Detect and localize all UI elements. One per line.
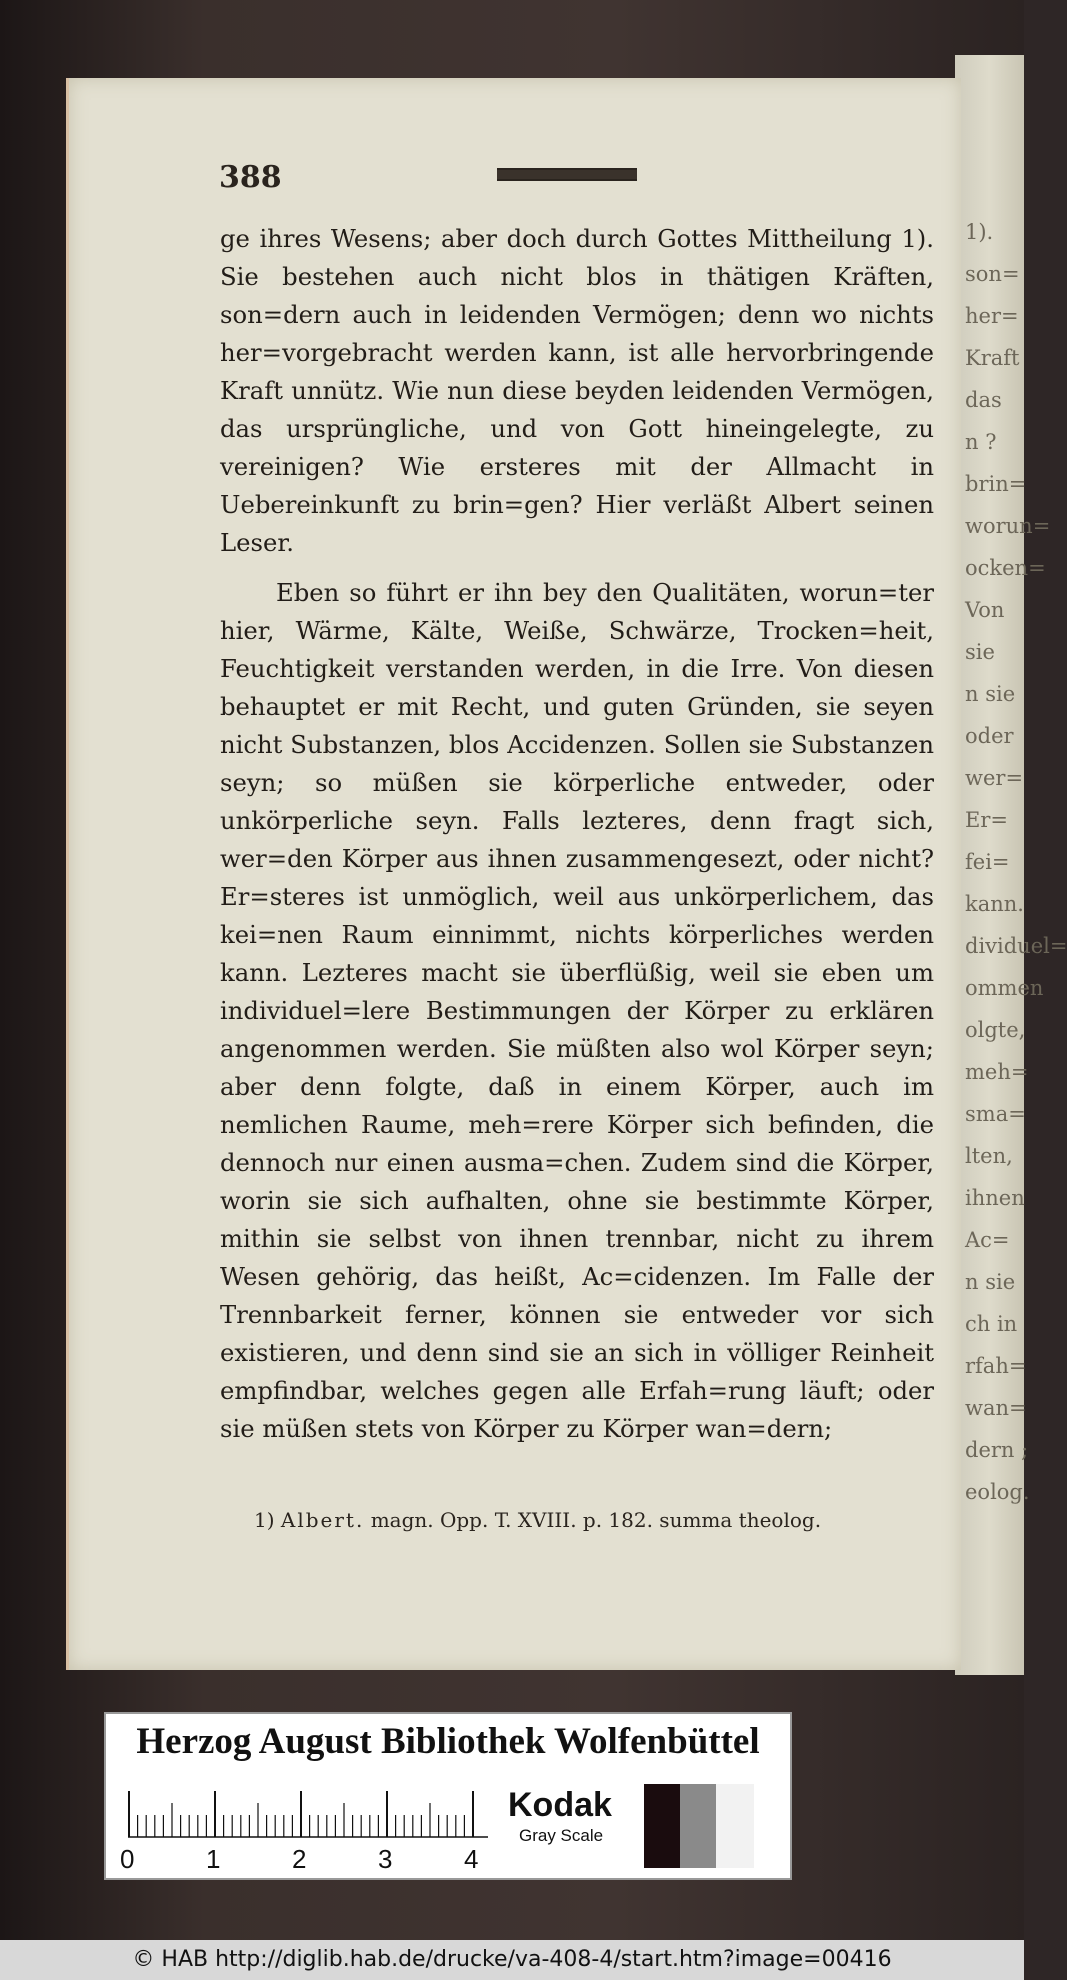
footnote-text: magn. Opp. T. XVIII. p. 182. summa theolog. bbox=[370, 1508, 822, 1532]
facing-page-fragment: 1). bbox=[965, 220, 994, 244]
ruler-number: 4 bbox=[464, 1844, 479, 1874]
facing-page-fragment: dividuel= bbox=[965, 934, 1067, 958]
facing-page-fragment: Kraft bbox=[965, 346, 1020, 370]
facing-page-fragment: her= bbox=[965, 304, 1019, 328]
paragraph: ge ihres Wesens; aber doch durch Gottes Mittheilung 1). Sie bestehen auch nicht blos in thätigen Kräften, son=dern auch in leidenden Vermögen; denn wo nichts her=vorgebracht werden kann, ist alle hervorbringende Kraft unnütz. Wie nun diese beyden leidenden Vermögen, das ursprüngliche, und von Gott hineingelegte, zu vereinigen? Wie ersteres mit der Allmacht in Uebereinkunft zu brin=gen? Hier verläßt Albert seinen Leser. bbox=[220, 224, 934, 557]
library-name: Herzog August Bibliothek Wolfenbüttel bbox=[136, 1721, 760, 1762]
facing-page-fragment: fei= bbox=[965, 850, 1010, 874]
gray-patch bbox=[680, 1784, 716, 1868]
footnote-marker: 1) bbox=[254, 1508, 275, 1532]
facing-page-fragment: son= bbox=[965, 262, 1020, 286]
facing-page-fragment: n ? bbox=[965, 430, 997, 454]
facing-page-fragment: worun= bbox=[965, 514, 1051, 538]
footnote-author: Albert. bbox=[280, 1508, 365, 1532]
facing-page-fragment: brin= bbox=[965, 472, 1027, 496]
facing-page-fragment: kann. bbox=[965, 892, 1024, 916]
book-page bbox=[66, 78, 961, 1670]
ruler-scale bbox=[128, 1789, 488, 1839]
facing-page-fragment: eolog. bbox=[965, 1480, 1030, 1504]
facing-page-fragment: wan= bbox=[965, 1396, 1027, 1420]
facing-page-fragment: n sie bbox=[965, 1270, 1016, 1294]
gray-scale-label: Gray Scale bbox=[519, 1826, 604, 1845]
facing-page-fragment: lten, bbox=[965, 1144, 1013, 1168]
facing-page-fragment: ch in bbox=[965, 1312, 1018, 1336]
ruler-number: 3 bbox=[378, 1844, 393, 1874]
facing-page-fragment: olgte, bbox=[965, 1018, 1026, 1042]
facing-page-fragment: wer= bbox=[965, 766, 1024, 790]
facing-page-fragment: ocken= bbox=[965, 556, 1046, 580]
facing-page-fragment: ihnen bbox=[965, 1186, 1025, 1210]
facing-page-fragment: ommen bbox=[965, 976, 1044, 1000]
gray-patch bbox=[644, 1784, 680, 1868]
facing-page-fragment: Von bbox=[965, 598, 1005, 622]
color-calibration-bar bbox=[104, 1712, 792, 1880]
facing-page-fragment: oder bbox=[965, 724, 1014, 748]
gray-patch bbox=[716, 1784, 754, 1868]
header-rule bbox=[497, 168, 637, 181]
copyright-footer: © HAB http://diglib.hab.de/drucke/va-408-4/start.htm?image=00416 bbox=[0, 1940, 1024, 1980]
facing-page-fragment: Er= bbox=[965, 808, 1008, 832]
facing-page-fragment: Ac= bbox=[965, 1228, 1010, 1252]
facing-page-fragment: dern ; bbox=[965, 1438, 1029, 1462]
footnote bbox=[254, 1508, 934, 1532]
page-number: 388 bbox=[219, 160, 282, 195]
facing-page-fragment: das bbox=[965, 388, 1002, 412]
ruler-number: 2 bbox=[292, 1844, 307, 1874]
facing-page-fragment: sma= bbox=[965, 1102, 1026, 1126]
facing-page-fragment: n sie bbox=[965, 682, 1016, 706]
facing-page-edge bbox=[955, 55, 1067, 1675]
facing-page-fragment: rfah= bbox=[965, 1354, 1027, 1378]
body-text bbox=[220, 220, 934, 1448]
facing-page-fragment: meh= bbox=[965, 1060, 1029, 1084]
ruler-number: 1 bbox=[206, 1844, 221, 1874]
facing-page-fragment: sie bbox=[965, 640, 995, 664]
ruler-number: 0 bbox=[120, 1844, 135, 1874]
kodak-logo: Kodak bbox=[508, 1786, 612, 1824]
paragraph: Eben so führt er ihn bey den Qualitäten, worun=ter hier, Wärme, Kälte, Weiße, Schwärze, Trocken=heit, Feuchtigkeit verstanden werden, in die Irre. Von diesen behauptet er mit Recht, und guten Gründen, sie seyen nicht Substanzen, blos Accidenzen. Sollen sie Substanzen seyn; so müßen sie körperliche entweder, oder unkörperliche seyn. Falls lezteres, denn fragt sich, wer=den Körper aus ihnen zusammengesezt, oder nicht? Er=steres ist unmöglich, weil aus unkörperlichem, das kei=nen Raum einnimmt, nichts körperliches werden kann. Lezteres macht sie überflüßig, weil sie eben um individuel=lere Bestimmungen der Körper zu erklären angenommen werden. Sie müßten also wol Körper seyn; aber denn folgte, daß in einem Körper, auch im nemlichen Raume, meh=rere Körper sich befinden, die dennoch nur einen ausma=chen. Zudem sind die Körper, worin sie sich aufhalten, ohne sie bestimmte Körper, mithin sie selbst von ihnen trennbar, nicht zu ihrem Wesen gehörig, das heißt, Ac=cidenzen. Im Falle der Trennbarkeit ferner, können sie entweder vor sich existieren, und denn sind sie an sich in völliger Reinheit empfindbar, welches gegen alle Erfah=rung läuft; oder sie müßen stets von Körper zu Körper wan=dern; bbox=[220, 578, 934, 1443]
